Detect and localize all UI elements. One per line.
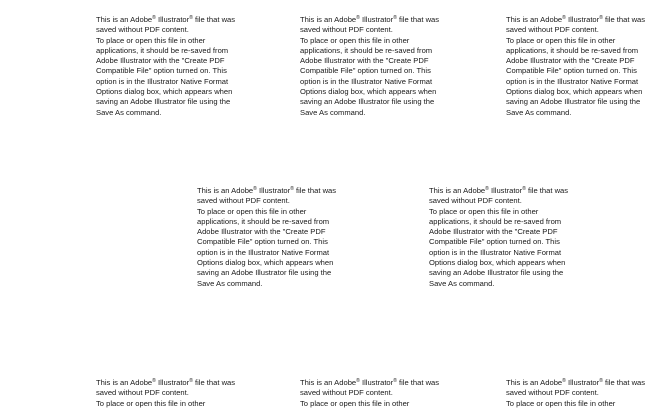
notice-line-4: applications, it should be re-saved from (96, 45, 229, 55)
notice-line-6: Compatible File" option turned on. This (300, 66, 431, 76)
notice-line-2: saved without PDF content. (197, 196, 290, 206)
notice-line-7: option is in the Illustrator Native Format (429, 247, 562, 257)
notice-line-5: Adobe Illustrator with the "Create PDF (197, 227, 326, 237)
notice-line-7: option is in the Illustrator Native Format (300, 76, 433, 86)
notice-line-2: saved without PDF content. (429, 196, 522, 206)
notice-line-6: Compatible File" option turned on. This (429, 237, 560, 247)
notice-line-8: Options dialog box, which appears when (96, 87, 233, 97)
notice-line-9: saving an Adobe Illustrator file using the (96, 97, 231, 107)
pdf-notice-block-5 (429, 186, 589, 289)
notice-line-4: applications, it should be re-saved from (197, 216, 330, 226)
notice-line-3: To place or open this file in other (506, 398, 616, 408)
pdf-notice-block-7 (300, 378, 460, 409)
notice-line-9: saving an Adobe Illustrator file using the (300, 97, 435, 107)
notice-line-1: This is an Adobe® Illustrator® file that was (197, 186, 337, 195)
notice-line-3: To place or open this file in other (429, 206, 539, 216)
pdf-notice-block-1 (96, 15, 256, 118)
notice-line-7: option is in the Illustrator Native Format (197, 247, 330, 257)
notice-line-2: saved without PDF content. (96, 388, 189, 398)
notice-line-3: To place or open this file in other (300, 35, 410, 45)
notice-line-7: option is in the Illustrator Native Format (96, 76, 229, 86)
notice-line-1: This is an Adobe® Illustrator® file that was (300, 15, 440, 24)
notice-line-1: This is an Adobe® Illustrator® file that was (506, 15, 646, 24)
notice-line-7: option is in the Illustrator Native Format (506, 76, 639, 86)
notice-line-8: Options dialog box, which appears when (506, 87, 643, 97)
notice-line-8: Options dialog box, which appears when (300, 87, 437, 97)
notice-line-10: Save As command. (429, 278, 495, 288)
pdf-notice-block-8 (506, 378, 666, 409)
notice-line-2: saved without PDF content. (506, 25, 599, 35)
notice-line-9: saving an Adobe Illustrator file using the (429, 268, 564, 278)
notice-line-10: Save As command. (506, 107, 572, 117)
notice-line-8: Options dialog box, which appears when (197, 258, 334, 268)
notice-line-5: Adobe Illustrator with the "Create PDF (96, 56, 225, 66)
pdf-notice-block-6 (96, 378, 256, 409)
notice-line-8: Options dialog box, which appears when (429, 258, 566, 268)
notice-line-4: applications, it should be re-saved from (506, 45, 639, 55)
notice-line-3: To place or open this file in other (96, 398, 206, 408)
notice-line-3: To place or open this file in other (96, 35, 206, 45)
notice-line-4: applications, it should be re-saved from (300, 45, 433, 55)
notice-line-10: Save As command. (96, 107, 162, 117)
notice-line-2: saved without PDF content. (300, 388, 393, 398)
notice-line-10: Save As command. (197, 278, 263, 288)
notice-line-4: applications, it should be re-saved from (429, 216, 562, 226)
notice-line-3: To place or open this file in other (197, 206, 307, 216)
notice-line-5: Adobe Illustrator with the "Create PDF (506, 56, 635, 66)
notice-line-1: This is an Adobe® Illustrator® file that was (96, 15, 236, 24)
notice-line-1: This is an Adobe® Illustrator® file that was (506, 378, 646, 387)
notice-line-2: saved without PDF content. (300, 25, 393, 35)
notice-line-10: Save As command. (300, 107, 366, 117)
notice-line-2: saved without PDF content. (506, 388, 599, 398)
notice-line-6: Compatible File" option turned on. This (197, 237, 328, 247)
notice-line-5: Adobe Illustrator with the "Create PDF (429, 227, 558, 237)
pdf-notice-block-3 (506, 15, 666, 118)
notice-line-6: Compatible File" option turned on. This (506, 66, 637, 76)
pdf-notice-block-2 (300, 15, 460, 118)
notice-line-6: Compatible File" option turned on. This (96, 66, 227, 76)
notice-line-3: To place or open this file in other (300, 398, 410, 408)
notice-line-9: saving an Adobe Illustrator file using the (197, 268, 332, 278)
notice-line-1: This is an Adobe® Illustrator® file that was (429, 186, 569, 195)
notice-line-1: This is an Adobe® Illustrator® file that was (96, 378, 236, 387)
notice-line-9: saving an Adobe Illustrator file using the (506, 97, 641, 107)
notice-line-3: To place or open this file in other (506, 35, 616, 45)
notice-line-2: saved without PDF content. (96, 25, 189, 35)
notice-line-1: This is an Adobe® Illustrator® file that was (300, 378, 440, 387)
notice-line-5: Adobe Illustrator with the "Create PDF (300, 56, 429, 66)
pdf-notice-block-4 (197, 186, 357, 289)
